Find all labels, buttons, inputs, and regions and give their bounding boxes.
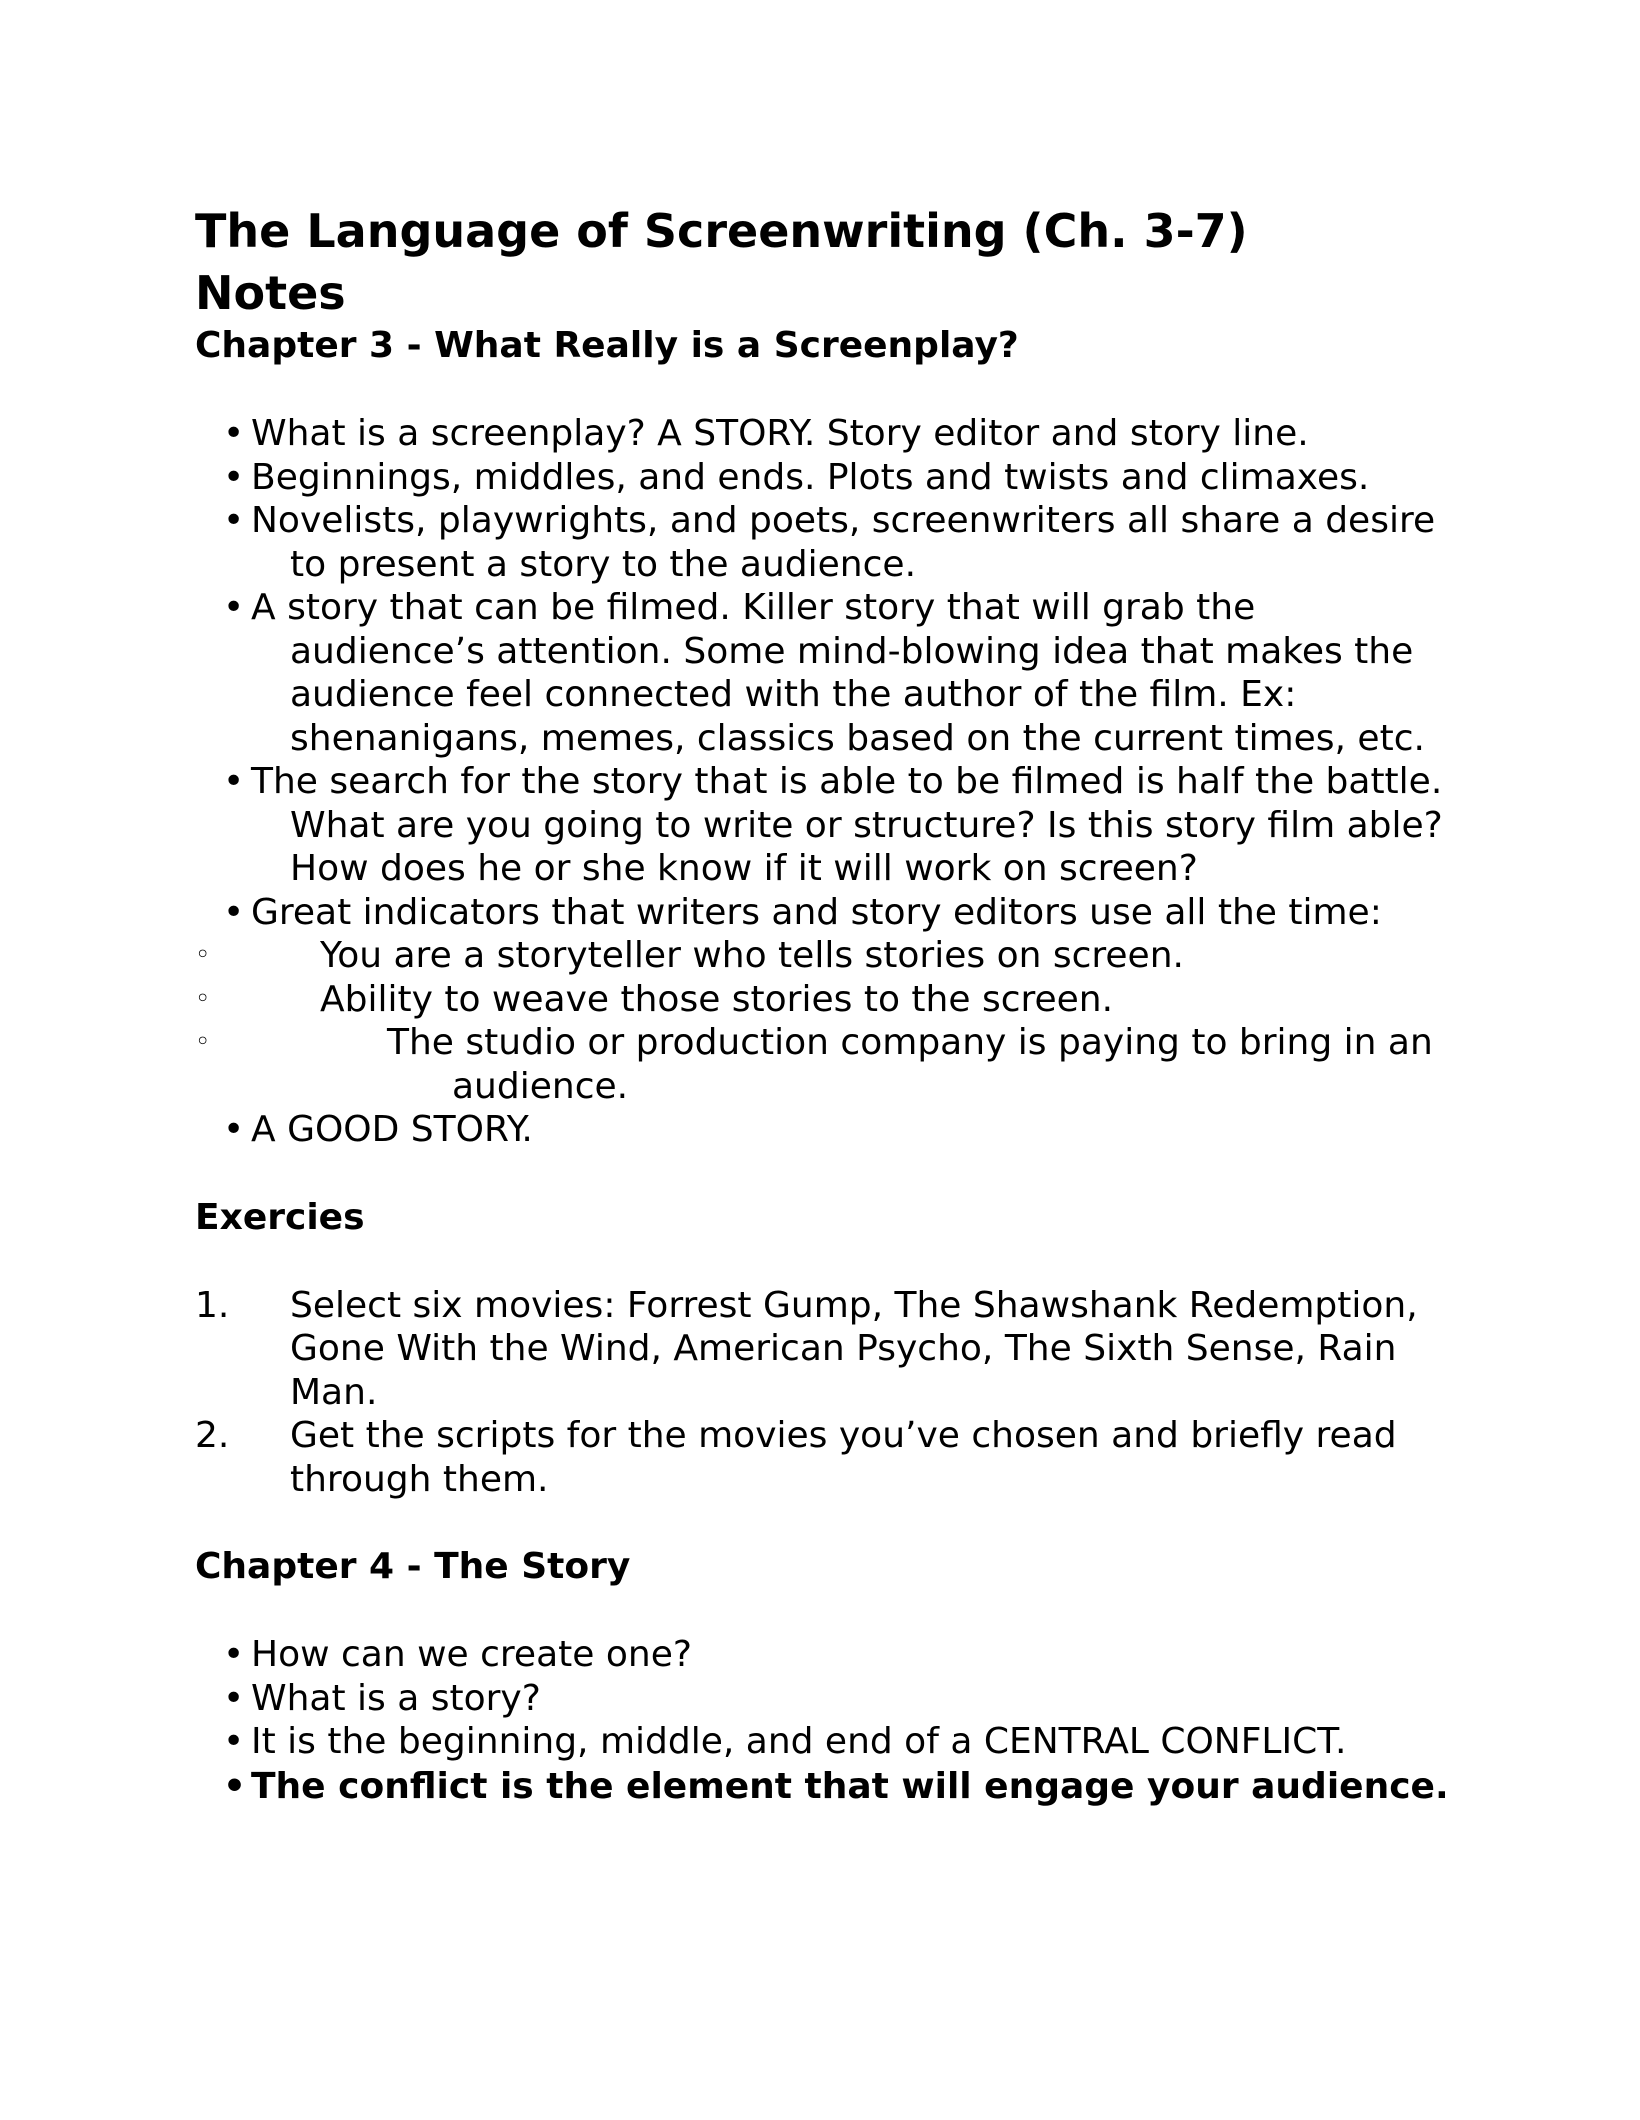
bullet-symbol: • (223, 500, 245, 541)
spacer (195, 1501, 1455, 1545)
list-item: • The conflict is the element that will engage your audience. (195, 1764, 1455, 1810)
sub-list-item: ◦ Ability to weave those stories to the screen. (195, 978, 1114, 1020)
title-line-1: The Language of Screenwriting (Ch. 3-7) (195, 204, 1248, 258)
exercises-heading: Exercies (195, 1196, 365, 1238)
bullet-symbol: • (223, 1721, 245, 1762)
bullet-symbol: • (223, 1109, 245, 1150)
chapter-4-heading: Chapter 4 - The Story (195, 1546, 631, 1587)
spacer (195, 1152, 1455, 1196)
bullet-symbol: • (223, 891, 245, 933)
exercises-list (195, 1284, 1455, 1502)
spacer (195, 1589, 1455, 1633)
chapter-4-bullet-list (195, 1633, 1455, 1810)
list-item: • Novelists, playwrights, and poets, screenwriters all share a desire to present a story to the audience. (223, 500, 1436, 585)
bullet-symbol: • (223, 587, 245, 628)
list-item: • How can we create one? (223, 1634, 692, 1675)
bullet-symbol: • (223, 1634, 245, 1675)
chapter-3-bullet-list (195, 412, 1455, 1152)
list-item: • Beginnings, middles, and ends. Plots and twists and climaxes. (223, 456, 1370, 498)
bullet-symbol: • (223, 413, 245, 454)
bullet-symbol: • (223, 1677, 245, 1719)
list-item: • A GOOD STORY. (223, 1109, 533, 1150)
spacer (195, 1240, 1455, 1284)
document-title (195, 200, 1455, 324)
list-item: • What is a story? (223, 1677, 541, 1719)
spacer (195, 368, 1455, 412)
list-item: • The search for the story that is able to be filmed is half the battle. What are you going to write or structure? Is this story film able? How does he or she know if it will work on screen? (223, 761, 1443, 889)
sub-bullet-symbol: ◦ (195, 1027, 211, 1057)
list-item: • It is the beginning, middle, and end of a CENTRAL CONFLICT. (223, 1721, 1347, 1762)
sub-bullet-symbol: ◦ (195, 940, 211, 970)
item-number: 2. (195, 1415, 230, 1456)
bullet-symbol: • (223, 761, 245, 802)
sub-bullet-symbol: ◦ (195, 983, 211, 1014)
list-item: 2. Get the scripts for the movies you’ve chosen and briefly read through them. (195, 1415, 1397, 1500)
sub-list-item: ◦ You are a storyteller who tells stories on screen. (195, 935, 1184, 976)
list-item: • A story that can be filmed. Killer story that will grab the audience’s attention. Some mind-blowing idea that makes the audience feel connected with the author of the film. Ex: shenanigans, memes, classics based on the current times, etc. (223, 587, 1425, 759)
chapter-3-heading: Chapter 3 - What Really is a Screenplay? (195, 325, 1019, 366)
title-line-2: Notes (195, 266, 346, 320)
list-item: • What is a screenplay? A STORY. Story editor and story line. (223, 413, 1309, 454)
list-item: 1. Select six movies: Forrest Gump, The Shawshank Redemption, Gone With the Wind, American Psycho, The Sixth Sense, Rain Man. (195, 1284, 1418, 1413)
list-item: • Great indicators that writers and story editors use all the time: (223, 891, 1382, 933)
bullet-symbol: • (223, 456, 245, 498)
document-page (195, 200, 1455, 1810)
item-number: 1. (195, 1284, 230, 1326)
bullet-symbol: • (223, 1765, 247, 1807)
sub-list-item: ◦ The studio or production company is paying to bring in an audience. (195, 1022, 1433, 1107)
